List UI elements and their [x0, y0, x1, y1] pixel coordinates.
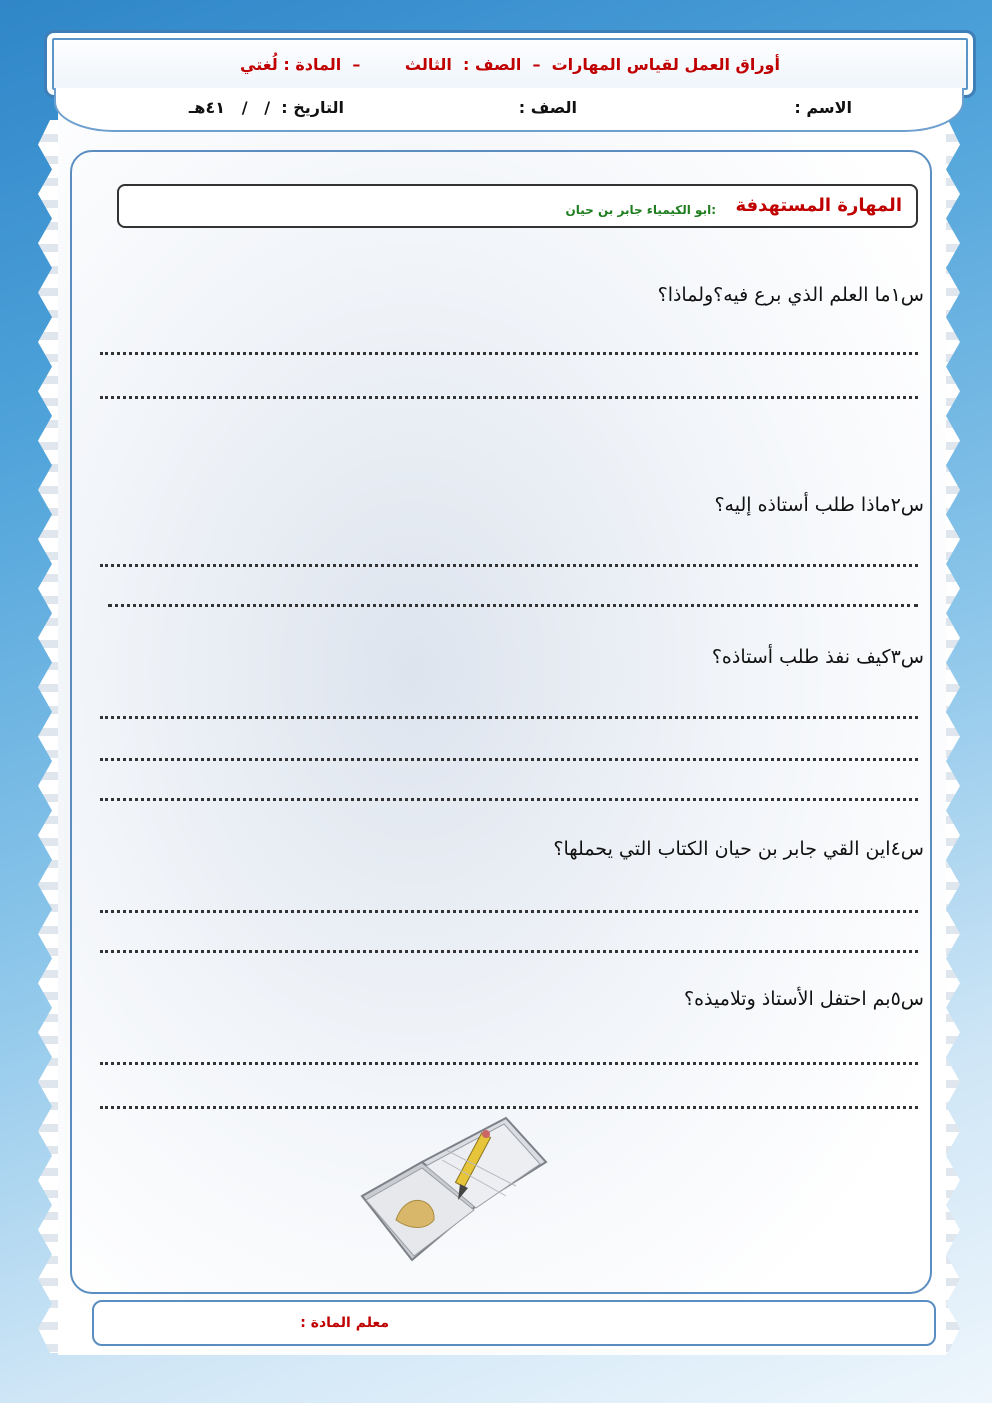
question-1: س١ما العلم الذي برع فيه؟ولماذا؟	[657, 284, 924, 306]
skill-label: المهارة المستهدفة	[735, 195, 902, 216]
answer-line[interactable]	[100, 716, 918, 719]
question-4: س٤اين القي جابر بن حيان الكتاب التي يحملها؟	[553, 838, 924, 860]
answer-line[interactable]	[100, 1106, 918, 1109]
target-skill-box	[117, 184, 918, 228]
answer-line[interactable]	[100, 1062, 918, 1065]
answer-line[interactable]	[100, 352, 918, 355]
teacher-label: معلم المادة :	[300, 1315, 389, 1331]
notebook-pencil-icon	[356, 1110, 552, 1278]
question-3: س٣كيف نفذ طلب أستاذه؟	[711, 646, 924, 668]
answer-line[interactable]	[100, 758, 918, 761]
date-label: التاريخ : / / ٤١هـ	[188, 98, 344, 117]
answer-line[interactable]	[100, 910, 918, 913]
answer-line[interactable]	[100, 798, 918, 801]
answer-line[interactable]	[100, 396, 918, 399]
answer-line[interactable]	[108, 604, 918, 607]
name-label: الاسم :	[794, 98, 852, 117]
answer-line[interactable]	[100, 950, 918, 953]
answer-line[interactable]	[100, 564, 918, 567]
skill-value: :ابو الكيمياء جابر بن حيان	[565, 203, 716, 217]
question-2: س٢ماذا طلب أستاذه إليه؟	[714, 494, 924, 516]
question-5: س٥بم احتفل الأستاذ وتلاميذه؟	[684, 988, 924, 1010]
footer-box	[92, 1300, 936, 1346]
header-title: أوراق العمل لقياس المهارات – الصف : الثالث – المادة : لُغتي	[240, 54, 780, 74]
class-label: الصف :	[518, 98, 577, 117]
